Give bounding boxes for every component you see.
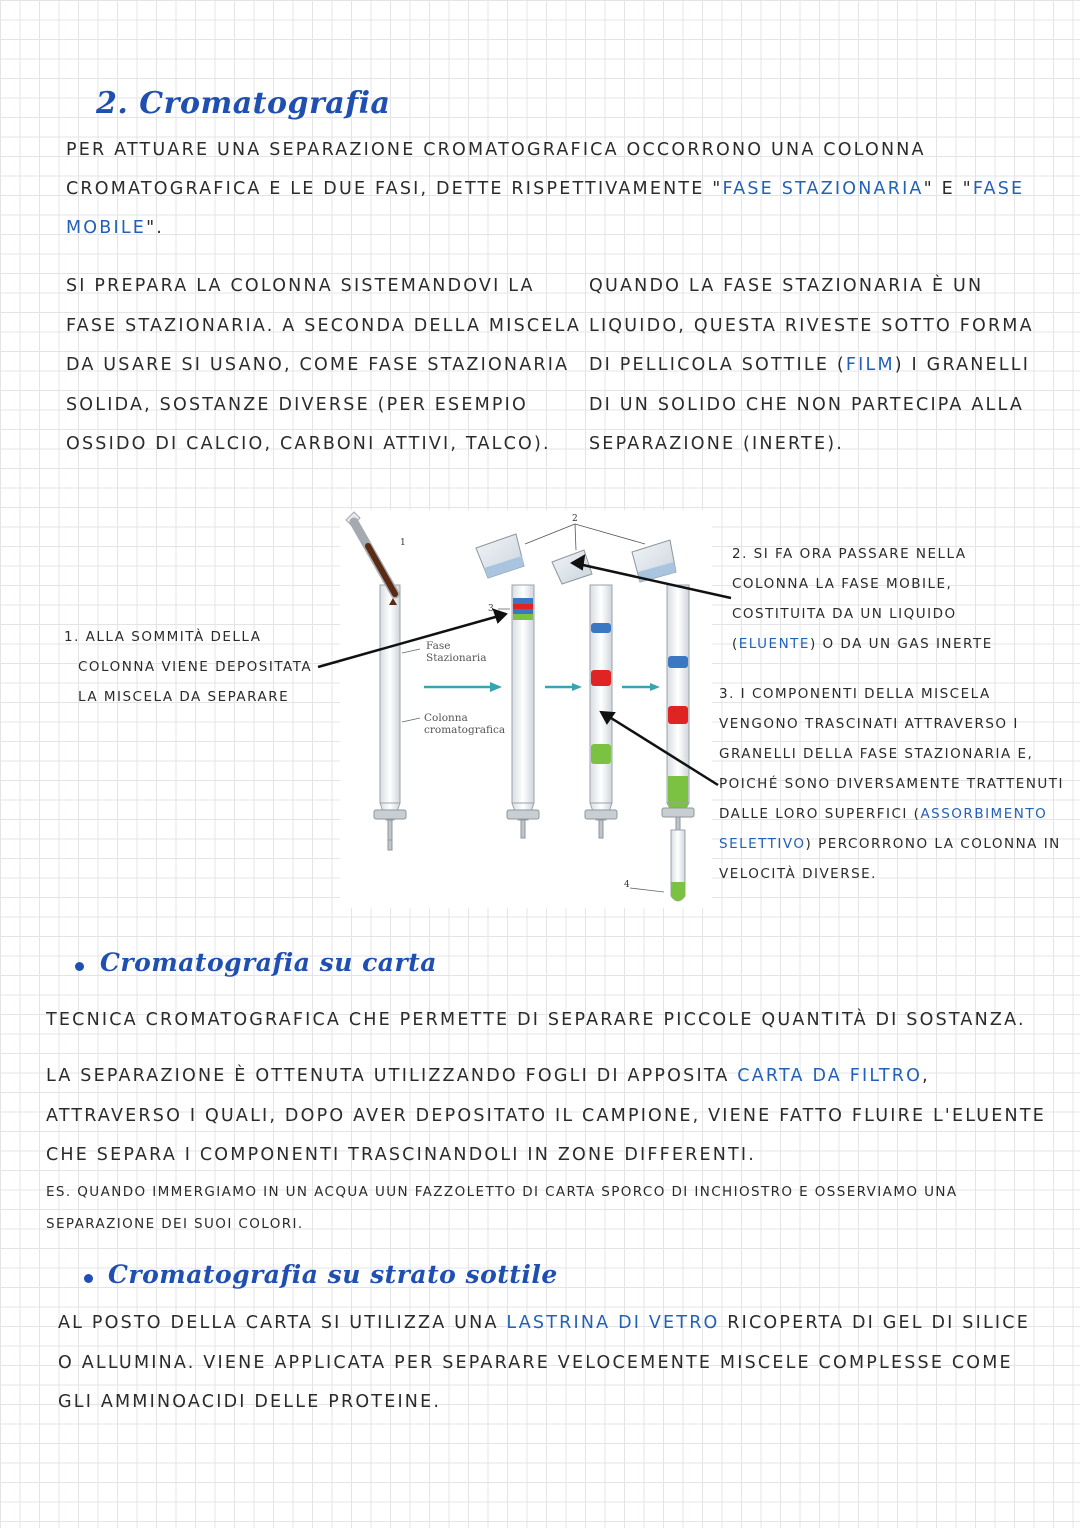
note-1 (64, 622, 312, 712)
note-line: VENGONO TRASCINATI ATTRAVERSO I (719, 716, 1019, 732)
highlight-fase: FASE (972, 179, 1025, 199)
intro-text: " E " (923, 179, 973, 199)
left-col-line: OSSIDO DI CALCIO, CARBONI ATTIVI, TALCO). (66, 434, 551, 454)
note-line: 3. I COMPONENTI DELLA MISCELA (719, 686, 991, 702)
note-3 (719, 679, 1064, 889)
bullet-icon (84, 1274, 93, 1283)
note-line: VELOCITÀ DIVERSE. (719, 866, 877, 882)
example-line: ES. QUANDO IMMERGIAMO IN UN ACQUA UUN FAZZOLETTO DI CARTA SPORCO DI INCHIOSTRO E OSSERVIAMO UNA (46, 1184, 958, 1200)
left-col-line: SI PREPARA LA COLONNA SISTEMANDOVI LA (66, 276, 535, 296)
right-col-line: DI UN SOLIDO CHE NON PARTECIPA ALLA (589, 394, 1025, 415)
figure-number-1: 1 (400, 538, 406, 548)
intro-text: CROMATOGRAFICA E LE DUE FASI, DETTE RISPETTIVAMENTE " (66, 179, 723, 199)
strato-line: O ALLUMINA. VIENE APPLICATA PER SEPARARE VELOCEMENTE MISCELE COMPLESSE COME (58, 1352, 1013, 1373)
label-text: Colonna (424, 712, 468, 724)
note-line: POICHÉ SONO DIVERSAMENTE TRATTENUTI (719, 776, 1065, 792)
right-col-text: DI PELLICOLA SOTTILE ( (589, 355, 846, 375)
carta-text: LA SEPARAZIONE È OTTENUTA UTILIZZANDO FOGLI DI APPOSITA (46, 1066, 738, 1086)
strato-line (58, 1304, 1030, 1344)
carta-paragraph-2 (46, 1057, 1046, 1176)
label-text: cromatografica (424, 724, 506, 736)
left-col-line: SOLIDA, SOSTANZE DIVERSE (PER ESEMPIO (66, 394, 528, 415)
carta-example (46, 1176, 958, 1240)
note-text: DALLE LORO SUPERFICI ( (719, 806, 921, 822)
note-line (719, 829, 1064, 859)
left-col-line: DA USARE SI USANO, COME FASE STAZIONARIA (66, 355, 570, 375)
left-col-line: FASE STAZIONARIA. A SECONDA DELLA MISCELA (66, 315, 582, 336)
figure-number-2: 2 (572, 514, 578, 524)
figure-number-4: 4 (624, 880, 630, 890)
note-line: COSTITUITA DA UN LIQUIDO (732, 606, 957, 622)
strato-paragraph (58, 1304, 1030, 1423)
note-text: ) PERCORRONO LA COLONNA IN (805, 836, 1061, 852)
note-line: COLONNA VIENE DEPOSITATA (78, 659, 313, 675)
carta-line (46, 1057, 1046, 1097)
highlight-selettivo: SELETTIVO (719, 836, 806, 852)
note-2 (732, 539, 993, 659)
highlight-assorbimento: ASSORBIMENTO (920, 806, 1048, 822)
label-text: Fase (426, 640, 451, 652)
note-text: ) O DA UN GAS INERTE (809, 636, 993, 652)
highlight-lastrina-di-vetro: LASTRINA DI VETRO (506, 1313, 720, 1333)
intro-line-1: PER ATTUARE UNA SEPARAZIONE CROMATOGRAFICA OCCORRONO UNA COLONNA (66, 140, 926, 160)
note-line: LA MISCELA DA SEPARARE (78, 689, 290, 705)
highlight-carta-da-filtro: CARTA DA FILTRO (737, 1066, 923, 1086)
label-text: Stazionaria (426, 652, 487, 664)
highlight-eluente: ELUENTE (738, 636, 810, 652)
highlight-film: FILM (845, 355, 895, 375)
highlight-mobile: MOBILE (66, 218, 147, 238)
right-col-text: ) I GRANELLI (894, 355, 1031, 375)
note-line: 2. SI FA ORA PASSARE NELLA (732, 546, 967, 562)
note-line (719, 799, 1064, 829)
carta-paragraph-1: TECNICA CROMATOGRAFICA CHE PERMETTE DI SEPARARE PICCOLE QUANTITÀ DI SOSTANZA. (46, 1010, 1026, 1030)
note-line: 1. ALLA SOMMITÀ DELLA (64, 629, 262, 645)
note-text: ( (732, 636, 739, 652)
figure-number-3: 3 (488, 604, 494, 614)
right-col-line: QUANDO LA FASE STAZIONARIA È UN (589, 276, 984, 296)
strato-text: AL POSTO DELLA CARTA SI UTILIZZA UNA (58, 1313, 507, 1333)
carta-line: CHE SEPARA I COMPONENTI TRASCINANDOLI IN ZONE DIFFERENTI. (46, 1145, 757, 1165)
intro-text: ". (146, 218, 165, 238)
note-line (732, 629, 993, 659)
section-title-strato: Cromatografia su strato sottile (108, 1260, 558, 1289)
note-line: COLONNA LA FASE MOBILE, (732, 576, 953, 592)
right-col-line: LIQUIDO, QUESTA RIVESTE SOTTO FORMA (589, 315, 1034, 336)
strato-text: RICOPERTA DI GEL DI SILICE (719, 1313, 1030, 1333)
carta-line: ATTRAVERSO I QUALI, DOPO AVER DEPOSITATO IL CAMPIONE, VIENE FATTO FLUIRE L'ELUENTE (46, 1105, 1046, 1126)
highlight-fase-stazionaria: FASE STAZIONARIA (722, 179, 924, 199)
example-line: SEPARAZIONE DEI SUOI COLORI. (46, 1216, 304, 1232)
right-col-line: SEPARAZIONE (INERTE). (589, 434, 844, 454)
bullet-icon (75, 962, 84, 971)
page-title: 2. Cromatografia (96, 86, 391, 121)
carta-text: , (922, 1066, 930, 1086)
section-title-carta: Cromatografia su carta (100, 948, 437, 977)
strato-line: GLI AMMINOACIDI DELLE PROTEINE. (58, 1392, 442, 1412)
note-line: GRANELLI DELLA FASE STAZIONARIA E, (719, 746, 1034, 762)
